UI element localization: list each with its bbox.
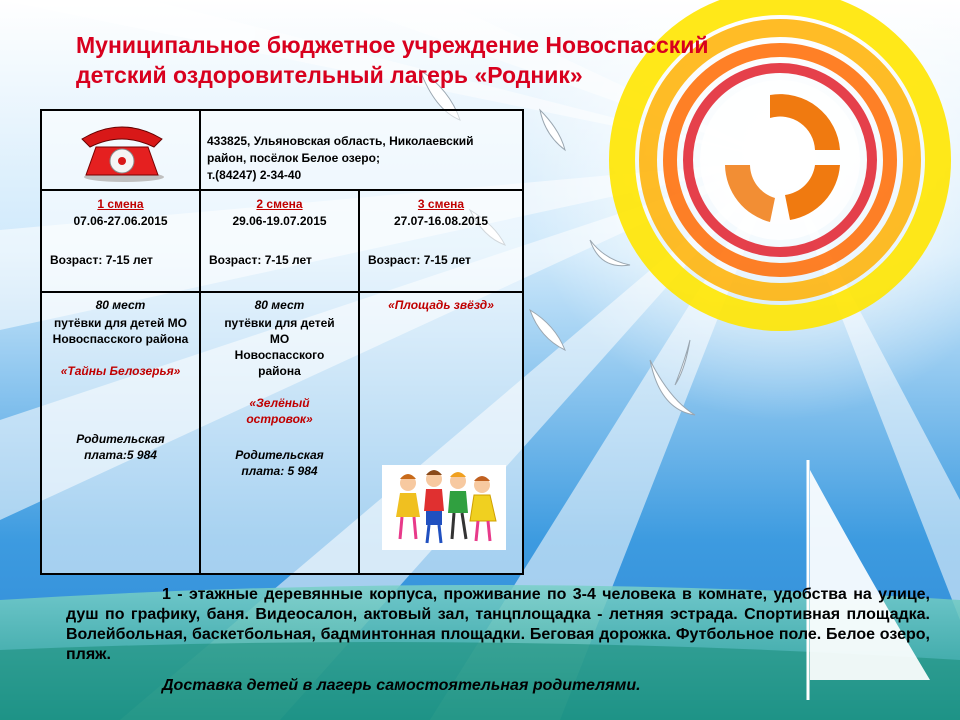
places-text: 80 мест [95,298,146,312]
address-text: 433825, Ульяновская область, Николаевский район, посёлок Белое озеро; [207,134,474,165]
shift-cell-1 [41,190,200,292]
page-title [76,30,836,90]
contact-cell [200,110,523,190]
shift-dates: 07.06-27.06.2015 [73,214,168,228]
phone-cell [41,110,200,190]
shift-cell-3 [359,190,523,292]
shift-name: 1 смена [97,197,144,211]
detail-cell-2 [200,292,359,574]
fee-text: Родительская плата: 5 984 [235,448,324,478]
description-text [66,585,930,665]
shift-age: Возраст: 7-15 лет [209,253,312,267]
vouchers-text: МО [269,332,290,346]
program-name: «Зелёный островок» [246,396,313,426]
vouchers-text: района [258,364,301,378]
phone-text: т.(84247) 2-34-40 [207,168,302,182]
shift-age: Возраст: 7-15 лет [50,253,153,267]
program-name: «Тайны Белозерья» [60,364,181,378]
children-picture [382,465,506,550]
shift-age: Возраст: 7-15 лет [368,253,471,267]
shift-name: 3 смена [417,197,465,211]
detail-cell-1 [41,292,200,574]
shift-dates: 29.06-19.07.2015 [232,214,327,228]
shift-dates: 27.07-16.08.2015 [393,214,489,228]
vouchers-text: путёвки для детей [224,316,335,330]
title-line-2: детский оздоровительный лагерь «Родник» [76,62,583,88]
fee-text: Родительская плата:5 984 [76,432,165,462]
shift-cell-2 [200,190,359,292]
description-body: 1 - этажные деревянные корпуса, проживание по 3-4 человека в комнате, удобства на улице, душ по графику, баня. Видеосалон, актовый зал, танцплощадка - летняя эстрада. Спортивная площадка. Волейбольная, баскетбольная, бадминтонная площадки. Беговая дорожка. Футбольное поле. Белое озеро, пляж. [66,586,930,663]
vouchers-text: Новоспасского [234,348,325,362]
places-text: 80 мест [254,298,305,312]
shift-name: 2 смена [256,197,303,211]
vouchers-text: путёвки для детей МО Новоспасского района [52,316,189,346]
telephone-icon [74,117,170,183]
program-name: «Площадь звёзд» [388,298,494,312]
title-line-1: Муниципальное бюджетное учреждение Новоспасский [76,32,709,58]
delivery-note: Доставка детей в лагерь самостоятельная родителями. [162,677,641,694]
